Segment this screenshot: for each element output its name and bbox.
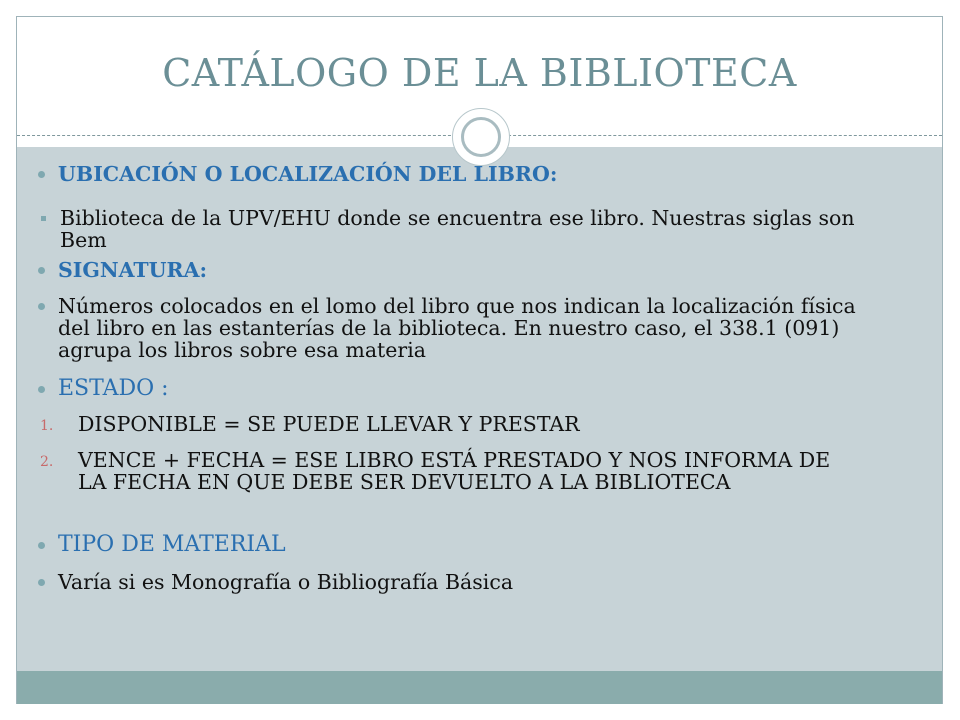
item-text: UBICACIÓN O LOCALIZACIÓN DEL LIBRO: (58, 162, 558, 186)
item-text: Biblioteca de la UPV/EHU donde se encuentra ese libro. Nuestras siglas son Bem (60, 206, 855, 252)
bullet-icon (38, 267, 45, 274)
item-text: Varía si es Monografía o Bibliografía Básica (58, 570, 514, 594)
bullet-icon (38, 171, 45, 178)
item-text: VENCE + FECHA = ESE LIBRO ESTÁ PRESTADO Y NOS INFORMA DE LA FECHA EN QUE DEBE SER DEVUELTO A LA BIBLIOTECA (78, 448, 831, 494)
square-bullet-icon (41, 216, 46, 221)
bullet-icon (38, 386, 45, 393)
list-item-estado (58, 378, 908, 400)
list-item-tipo-material (58, 534, 908, 556)
item-text: Números colocados en el lomo del libro que nos indican la localización física del libro en las estanterías de la biblioteca. En nuestro caso, el 338.1 (091) agrupa los libros sobre esa materia (58, 294, 856, 362)
bullet-icon (38, 579, 45, 586)
slide-title: CATÁLOGO DE LA BIBLIOTECA (162, 51, 797, 95)
item-number: 1. (40, 418, 54, 434)
item-number: 2. (40, 454, 54, 470)
footer-band (17, 671, 942, 704)
item-text: SIGNATURA: (58, 258, 208, 282)
list-item-disponible (40, 412, 928, 436)
bullet-icon (38, 542, 45, 549)
list-item-ubicacion (58, 163, 908, 185)
list-item-signatura (58, 259, 908, 281)
item-text: TIPO DE MATERIAL (58, 532, 286, 557)
item-text: DISPONIBLE = SE PUEDE LLEVAR Y PRESTAR (78, 412, 580, 436)
bullet-icon (38, 303, 45, 310)
item-text: ESTADO : (58, 376, 169, 401)
circle-ornament-icon (452, 108, 510, 166)
list-item-biblioteca (60, 207, 900, 251)
circle-ring-icon (461, 117, 501, 157)
list-item-vence (40, 448, 848, 494)
list-item-varia (58, 571, 908, 593)
list-item-numeros (58, 295, 888, 361)
